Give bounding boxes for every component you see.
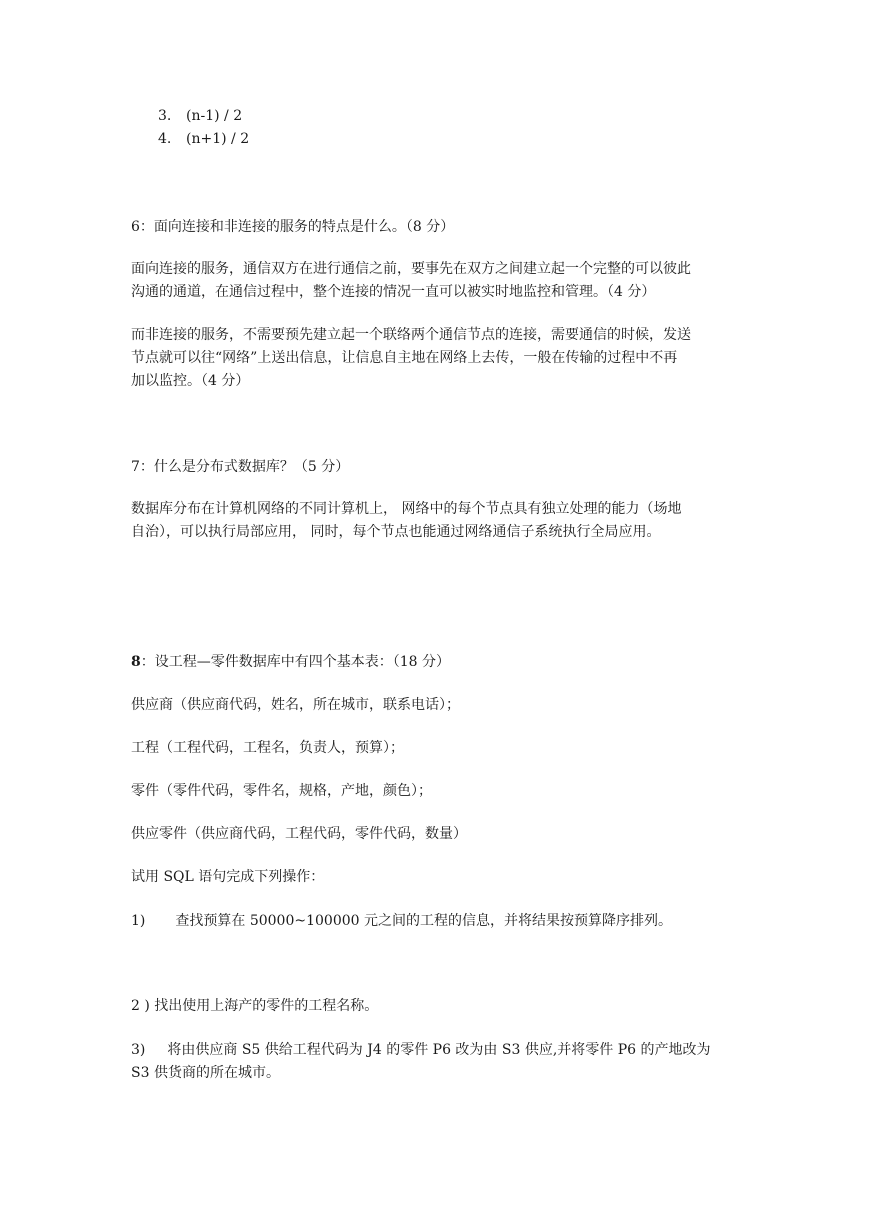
question-8-number: 8: [131, 654, 141, 670]
question-6-answer-1-line-1: 面向连接的服务，通信双方在进行通信之前，要事先在双方之间建立起一个完整的可以彼此: [131, 261, 691, 277]
question-6-answer-1-line-2: 沟通的通道，在通信过程中，整个连接的情况一直可以被实时地监控和管理。（4 分）: [131, 284, 656, 300]
question-6-title: 6：面向连接和非连接的服务的特点是什么。（8 分）: [131, 219, 455, 235]
sql-task-3-text: 将由供应商 S5 供给工程代码为 J4 的零件 P6 改为由 S3 供应,并将零件 P6 的产地改为: [167, 1042, 711, 1058]
sql-task-2: 2 ) 找出使用上海产的零件的工程名称。: [131, 998, 379, 1014]
sql-task-3-number: 3): [131, 1042, 146, 1058]
sql-task-3-line-2: S3 供货商的所在城市。: [131, 1065, 280, 1081]
sql-task-1-text: 查找预算在 50000~100000 元之间的工程的信息，并将结果按预算降序排列。: [175, 913, 672, 929]
question-7-answer-line-2: 自治），可以执行局部应用， 同时，每个节点也能通过网络通信子系统执行全局应用。: [131, 524, 661, 540]
option-number-3: 3.: [158, 108, 172, 124]
table-definition-supply-part: 供应零件（供应商代码，工程代码，零件代码，数量）: [131, 826, 467, 842]
option-text-4: (n+1) / 2: [186, 131, 250, 147]
option-number-4: 4.: [158, 131, 172, 147]
question-8-instruction: 试用 SQL 语句完成下列操作：: [131, 869, 325, 885]
question-6-answer-2-line-3: 加以监控。（4 分）: [131, 373, 250, 389]
question-8-title-text: ：设工程—零件数据库中有四个基本表：（18 分）: [140, 654, 451, 670]
sql-task-3-line-1: [131, 1042, 711, 1058]
sql-task-1-number: 1): [131, 913, 146, 929]
question-6-answer-2-line-2: 节点就可以往“网络”上送出信息，让信息自主地在网络上去传，一般在传输的过程中不再: [131, 350, 678, 366]
table-definition-part: 零件（零件代码，零件名，规格，产地，颜色）；: [131, 783, 432, 799]
table-definition-supplier: 供应商（供应商代码，姓名，所在城市，联系电话）；: [131, 697, 460, 713]
option-text-3: (n-1) / 2: [186, 108, 243, 124]
table-definition-project: 工程（工程代码，工程名，负责人，预算）；: [131, 740, 404, 756]
question-6-answer-2-line-1: 而非连接的服务，不需要预先建立起一个联络两个通信节点的连接，需要通信的时候，发送: [131, 327, 691, 343]
question-7-answer-line-1: 数据库分布在计算机网络的不同计算机上， 网络中的每个节点具有独立处理的能力（场地: [131, 501, 682, 517]
question-8-title: [131, 654, 450, 670]
sql-task-1: [131, 913, 672, 929]
question-7-title: 7：什么是分布式数据库？（5 分）: [131, 459, 350, 475]
